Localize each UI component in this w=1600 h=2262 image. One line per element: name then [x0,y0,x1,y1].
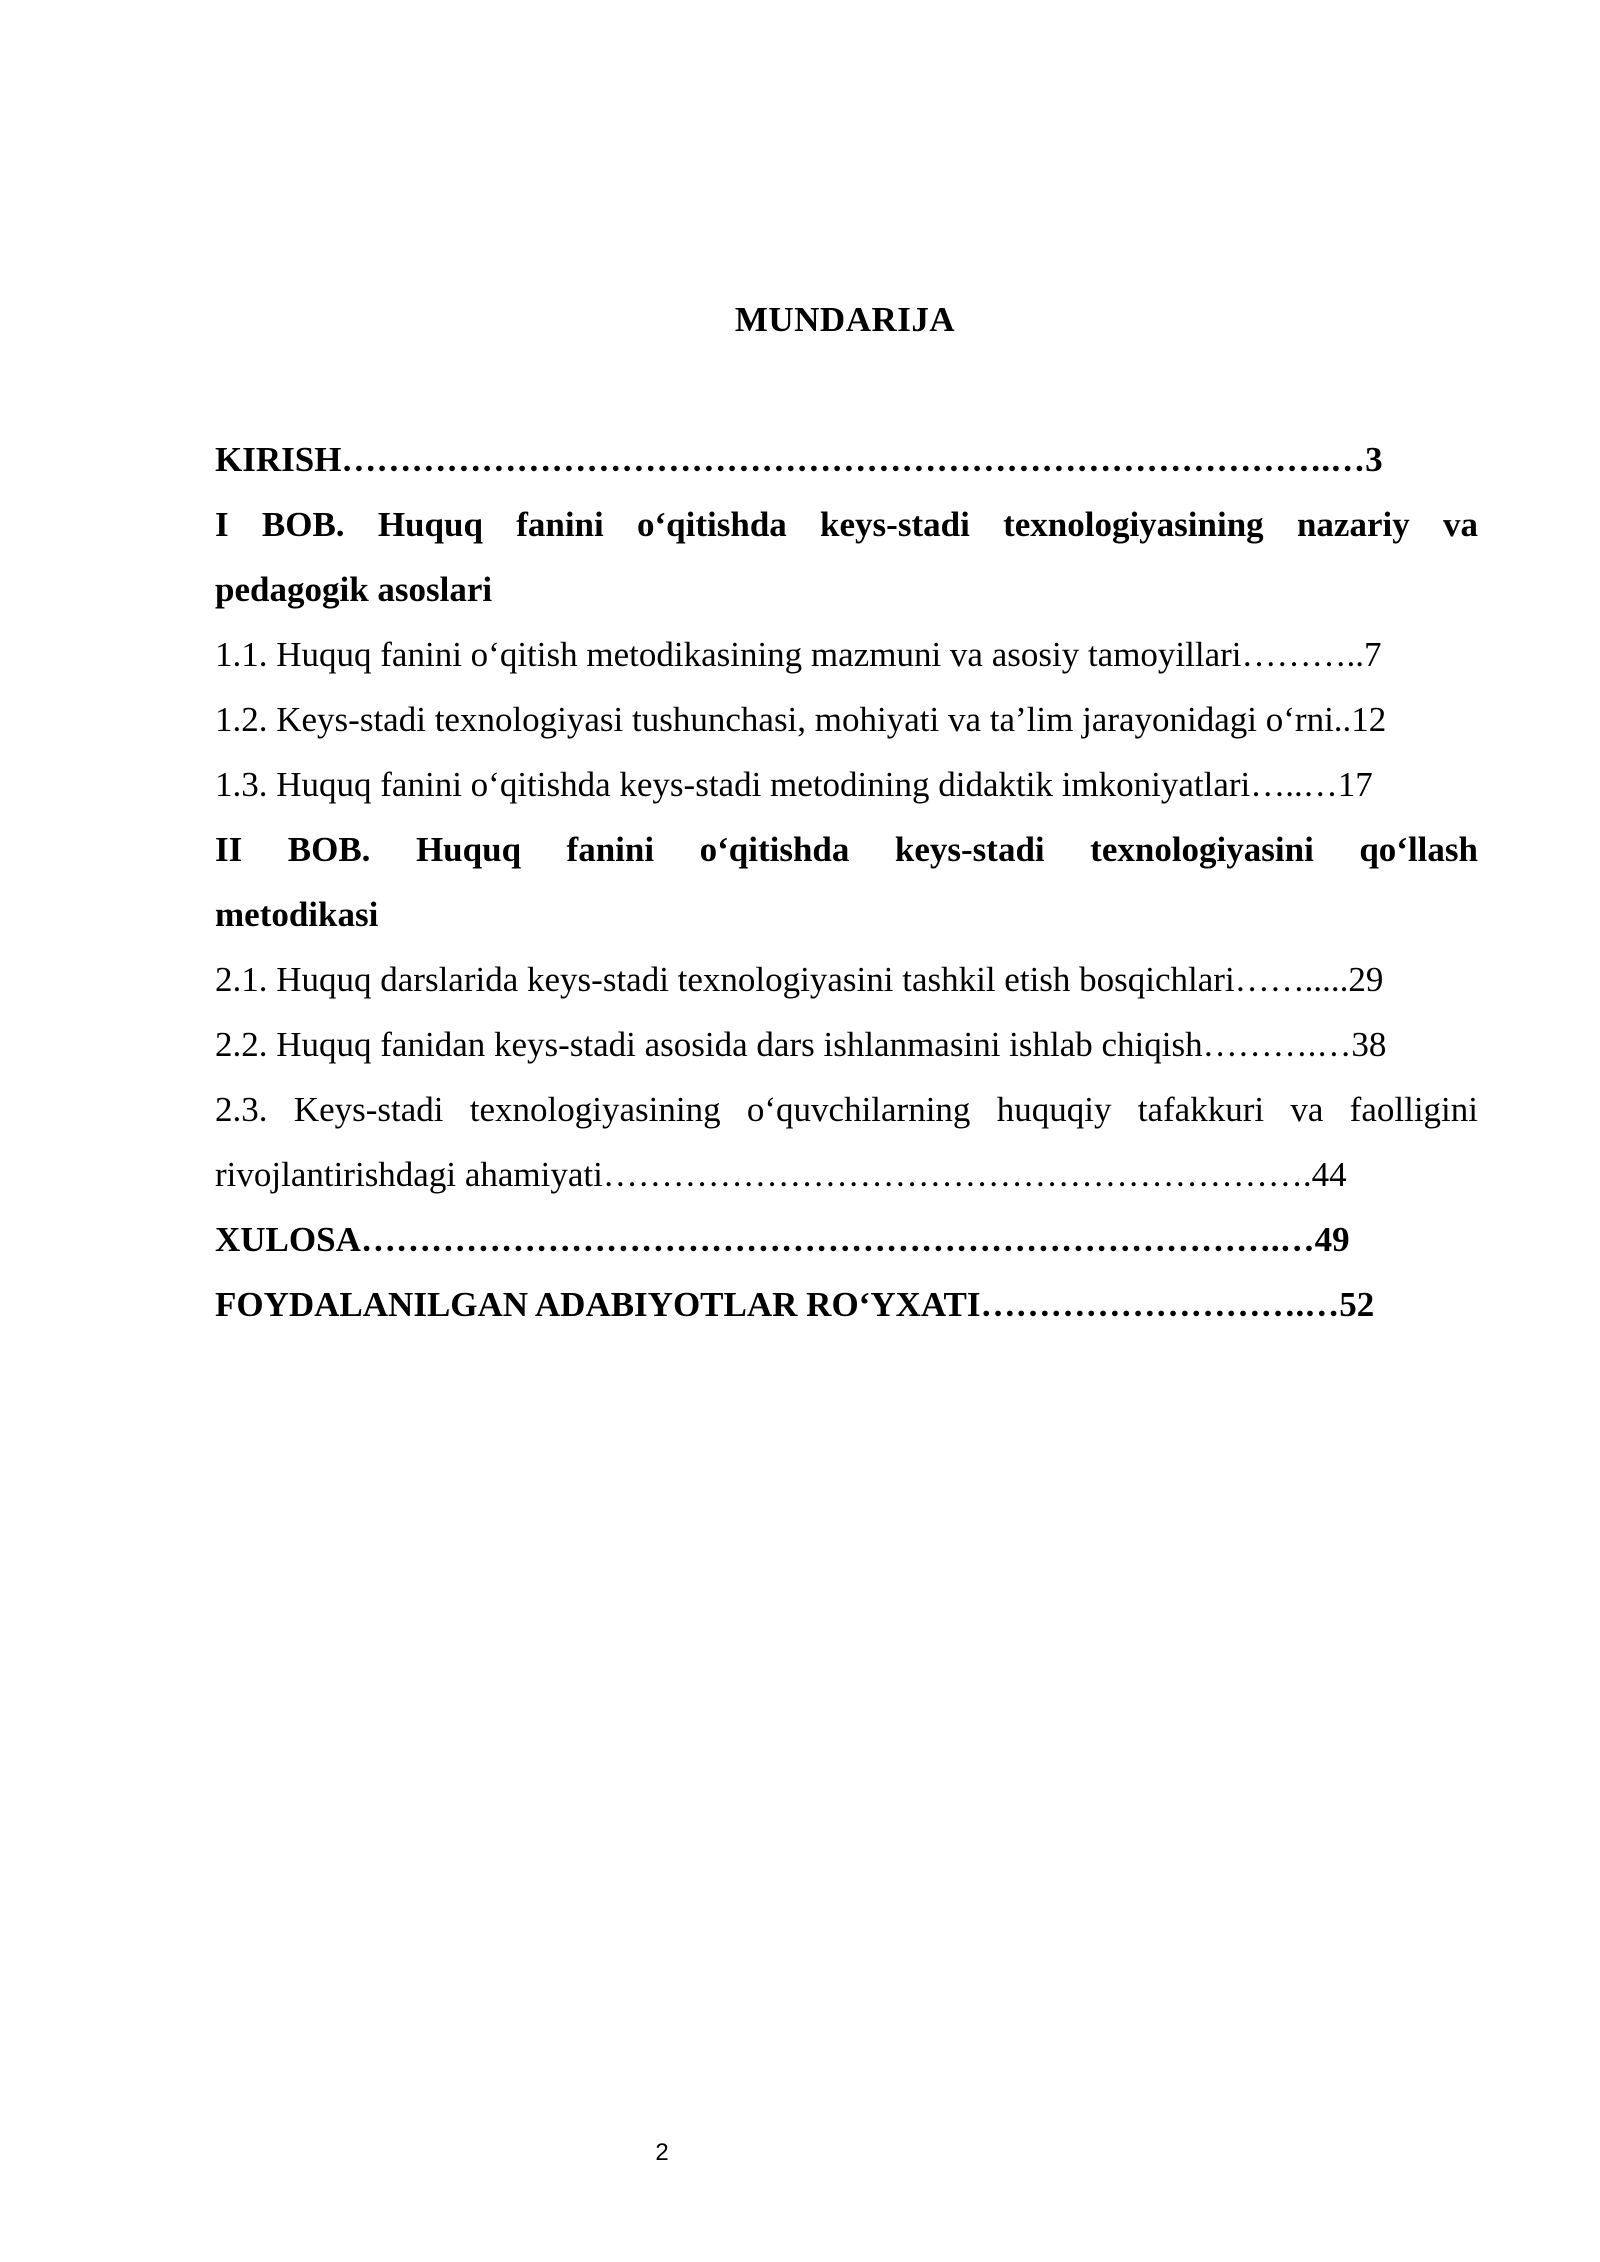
toc-entry-1-2: 1.2. Keys-stadi texnologiyasi tushunchasi, mohiyati va ta’lim jarayonidagi o‘rni..12 [215,700,1387,739]
toc-entry-2-3-line-1: 2.3. Keys-stadi texnologiyasining o‘quvchilarning huquqiy tafakkuri va faolligini [215,1090,1478,1129]
toc-entry-xulosa: XULOSA…………………………………………………………………….…49 [215,1220,1350,1259]
toc-entry-2-1: 2.1. Huquq darslarida keys-stadi texnologiyasini tashkil etish bosqichlari…….....29 [215,960,1384,999]
toc-chapter-1-heading-line-1: I BOB. Huquq fanini o‘qitishda keys-stadi texnologiyasining nazariy va [215,505,1478,544]
toc-entry-2-3-line-2: rivojlantirishdagi ahamiyati…………………………………………………….44 [215,1155,1347,1194]
toc-chapter-1-heading-line-2: pedagogik asoslari [215,570,493,609]
toc-entry-1-3: 1.3. Huquq fanini o‘qitishda keys-stadi metodining didaktik imkoniyatlari…..…17 [215,765,1373,804]
toc-chapter-2-heading-line-1: II BOB. Huquq fanini o‘qitishda keys-stadi texnologiyasini qo‘llash [215,830,1478,869]
toc-chapter-2-heading-line-2: metodikasi [215,895,379,934]
toc-entry-1-1: 1.1. Huquq fanini o‘qitish metodikasining mazmuni va asosiy tamoyillari………..7 [215,635,1382,674]
toc-entry-kirish: KIRISH………………………………………………………………………….…3 [215,440,1383,479]
table-of-contents [215,427,1478,1337]
page-title: MUNDARIJA [734,300,956,339]
toc-entry-2-2: 2.2. Huquq fanidan keys-stadi asosida dars ishlanmasini ishlab chiqish……….…38 [215,1025,1387,1064]
toc-entry-references: FOYDALANILGAN ADABIYOTLAR RO‘YXATI……………………….…52 [215,1285,1375,1324]
page-number: 2 [655,2139,669,2166]
